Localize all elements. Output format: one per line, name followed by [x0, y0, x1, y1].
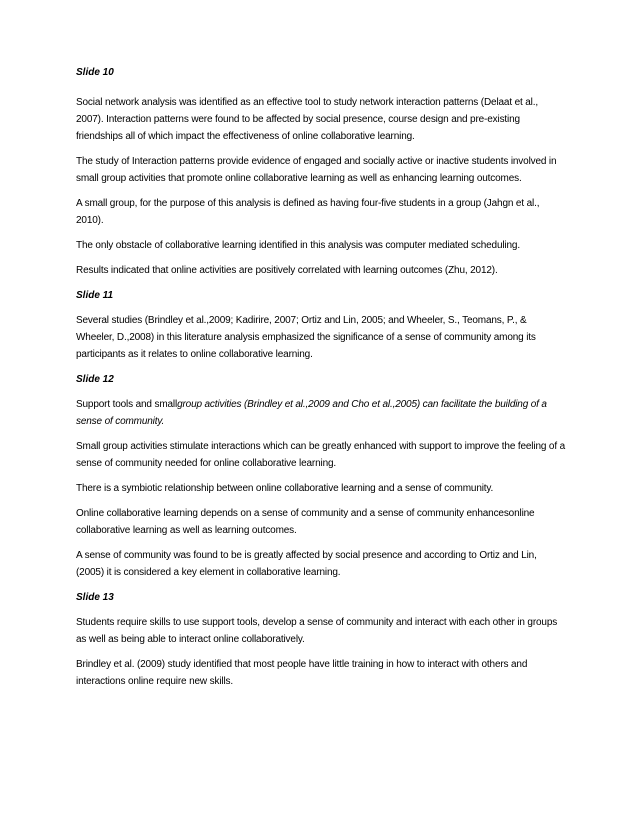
section-heading-slide-13: Slide 13: [76, 592, 114, 603]
paragraph: Results indicated that online activities are positively correlated with learning outcomes (Zhu, 2012).: [76, 265, 498, 276]
paragraph-normal-part: Support tools and small: [76, 399, 178, 410]
paragraph: Students require skills to use support tools, develop a sense of community and interact with each other in groups as well as being able to interact online collaboratively.: [76, 617, 558, 645]
document-page: [76, 64, 566, 698]
paragraph: Online collaborative learning depends on a sense of community and a sense of community enhancesonline collaborative learning as well as learning outcomes.: [76, 508, 535, 536]
paragraph-italic-part: group activities (Brindley et al.,2009 and Cho et al.,2005) can facilitate the building of a sense of community.: [76, 399, 547, 427]
paragraph: The only obstacle of collaborative learning identified in this analysis was computer mediated scheduling.: [76, 240, 520, 251]
paragraph: There is a symbiotic relationship between online collaborative learning and a sense of community.: [76, 483, 494, 494]
paragraph: Brindley et al. (2009) study identified that most people have little training in how to interact with others and interactions online require new skills.: [76, 659, 528, 687]
paragraph: A small group, for the purpose of this analysis is defined as having four-five students in a group (Jahgn et al., 2010).: [76, 198, 540, 226]
paragraph: Several studies (Brindley et al.,2009; Kadirire, 2007; Ortiz and Lin, 2005; and Wheeler, S., Teomans, P., & Wheeler, D.,2008) in this literature analysis emphasized the significance of a sense of community among its participants as it relates to online collaborative learning.: [76, 315, 536, 360]
paragraph: Small group activities stimulate interactions which can be greatly enhanced with support to improve the feeling of a sense of community needed for online collaborative learning.: [76, 441, 565, 469]
paragraph: The study of Interaction patterns provide evidence of engaged and socially active or inactive students involved in small group activities that promote online collaborative learning as well as enhancing learning outcomes.: [76, 156, 557, 184]
section-heading-slide-12: Slide 12: [76, 374, 114, 385]
paragraph: A sense of community was found to be is greatly affected by social presence and according to Ortiz and Lin, (2005) it is considered a key element in collaborative learning.: [76, 550, 537, 578]
section-heading-slide-11: Slide 11: [76, 290, 114, 301]
paragraph: Social network analysis was identified as an effective tool to study network interaction patterns (Delaat et al., 2007). Interaction patterns were found to be affected by social presence, course design and pre-existing friendships all of which impact the effectiveness of online collaborative learning.: [76, 97, 539, 142]
paragraph-mixed-style: [76, 396, 566, 430]
section-heading-slide-10: Slide 10: [76, 67, 114, 78]
